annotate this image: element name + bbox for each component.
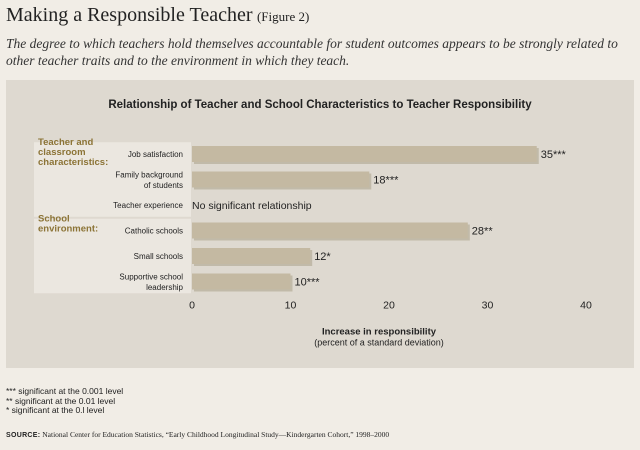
group-label: Teacher and <box>38 137 94 148</box>
category-label: Job satisfaction <box>127 150 183 159</box>
bar <box>192 223 468 239</box>
significance-footnotes <box>6 387 123 416</box>
group-label: characteristics: <box>38 157 109 168</box>
footnote: * significant at the 0.l level <box>6 405 105 415</box>
category-label: of students <box>143 180 183 190</box>
x-tick-label: 20 <box>383 299 395 312</box>
category-label: Catholic schools <box>124 226 183 236</box>
x-axis-label: Increase in responsibility <box>321 326 437 338</box>
category-label: Family background <box>115 170 183 180</box>
no-relationship-label: No significant relationship <box>192 200 312 212</box>
chart-panel <box>6 80 634 368</box>
intro-text: The degree to which teachers hold themselves accountable for student outcomes appears to be strongly related to other teacher traits and to the environment in which they teach. <box>6 36 618 68</box>
chart-title: Relationship of Teacher and School Characteristics to Teacher Responsibility <box>108 99 532 111</box>
figure-header <box>6 4 309 27</box>
data-label: 35*** <box>540 149 566 161</box>
x-tick-label: 10 <box>284 299 297 312</box>
x-tick-label: 0 <box>189 299 195 312</box>
data-label: 12* <box>314 251 331 263</box>
data-label: 18*** <box>373 174 399 187</box>
category-label: Teacher experience <box>113 201 183 210</box>
footnote: *** significant at the 0.001 level <box>6 386 124 396</box>
data-label: 28** <box>471 225 493 238</box>
source-line <box>6 430 389 439</box>
category-label: Supportive school <box>119 272 183 282</box>
source-text: National Center for Education Statistics, “Early Childhood Longitudinal Study—Kindergarten Cohort,” 1998–2000 <box>42 430 390 439</box>
source-label: SOURCE: <box>6 432 41 439</box>
x-tick-label: 40 <box>580 299 592 312</box>
category-label: leadership <box>146 282 183 292</box>
group-label: School <box>38 213 70 225</box>
figure-tag: (Figure 2) <box>256 9 310 24</box>
x-tick-label: 30 <box>481 299 494 312</box>
footnote: ** significant at the 0.01 level <box>6 395 116 406</box>
group-label: classroom <box>38 147 86 158</box>
bar <box>192 248 310 264</box>
group-label: environment: <box>38 223 99 235</box>
data-label: 10*** <box>294 276 320 289</box>
category-label: Small schools <box>133 252 183 261</box>
bar <box>192 274 291 290</box>
bar-chart <box>6 80 634 368</box>
bar <box>192 172 369 188</box>
x-axis-sublabel: (percent of a standard deviation) <box>314 337 444 348</box>
page-title: Making a Responsible Teacher <box>6 4 253 26</box>
bar <box>192 146 537 162</box>
